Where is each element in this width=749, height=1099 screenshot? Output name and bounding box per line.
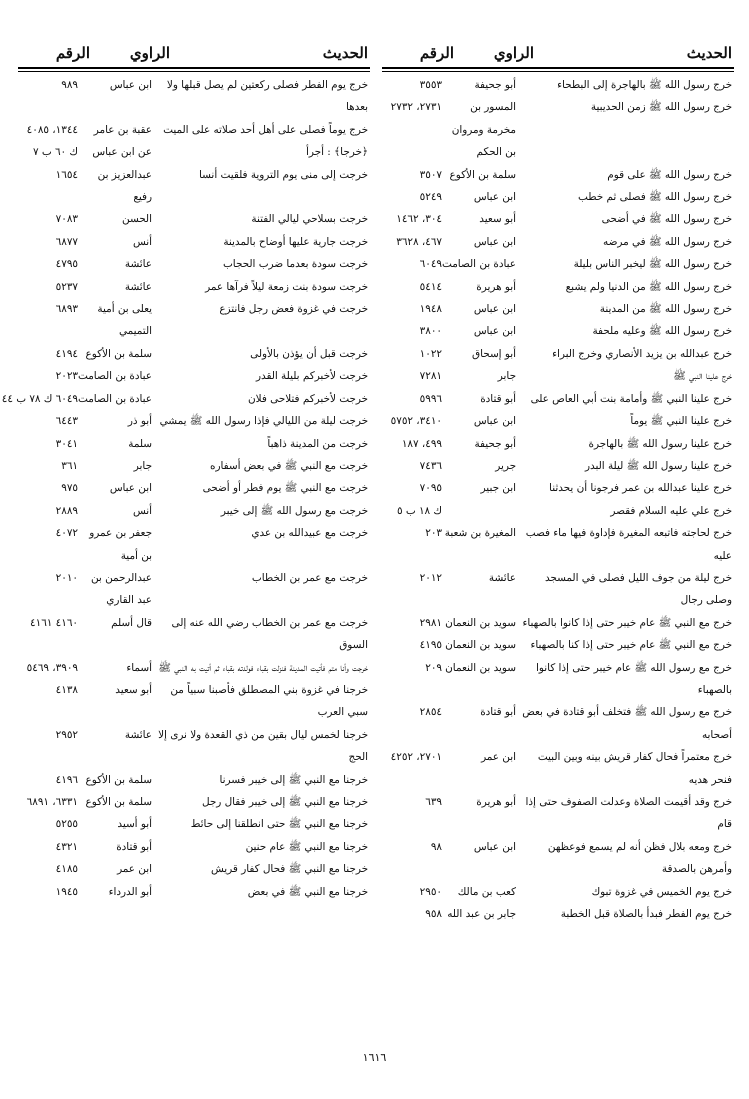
hadith-text: خرج علينا النبي ﷺ يوماً	[630, 415, 732, 428]
hadith-text: خرجت مع رسول الله ﷺ إلى خيبر	[220, 504, 368, 517]
narrator-name: ابن عباس	[109, 482, 152, 495]
narrator-header: الراوي	[129, 44, 170, 62]
hadith-number: ٤١٩٦	[55, 773, 78, 786]
narrator-name: عائشة	[124, 258, 152, 271]
index-entry	[382, 164, 734, 186]
narrator-name: أبو سعيد	[115, 683, 152, 696]
narrator-name: أبو قتادة	[480, 706, 516, 719]
hadith-number: ٢٧٣١، ٢٧٣٢	[390, 101, 442, 114]
index-entry	[18, 881, 370, 903]
hadith-number: ٩٨	[430, 840, 442, 853]
hadith-number: ٢٧٠١، ٤٢٥٢	[390, 751, 442, 764]
index-entry	[18, 231, 370, 253]
hadith-text: خرجنا مع النبي ﷺ إلى خيبر فقال رجل	[201, 796, 368, 808]
narrator-name: عائشة	[124, 280, 152, 293]
hadith-text: خرجت مع عمر بن الخطاب رضي الله عنه إلى السوق	[171, 616, 368, 652]
index-entry	[382, 791, 734, 836]
hadith-number: ٤٣٢١	[55, 840, 78, 853]
index-entry	[18, 208, 370, 230]
hadith-number: ٤١٨٥	[55, 863, 78, 876]
index-entry	[382, 612, 734, 634]
hadith-number: ٤١٦٠ ٤١٦١	[30, 616, 78, 629]
hadith-text: خرج رسول الله ﷺ على قوم	[607, 168, 732, 181]
hadith-number: ٤٦٧، ٣٦٢٨	[396, 235, 442, 248]
index-entry	[382, 276, 734, 298]
hadith-number: ٥٤١٤	[419, 280, 442, 293]
hadith-text: خرج رسول الله ﷺ وعليه ملحفة	[592, 325, 732, 338]
index-entry	[18, 477, 370, 499]
hadith-number: ٢٠٩	[425, 661, 442, 674]
hadith-text: خرج لحاجته فاتبعه المغيرة فإداوة فيها ماء فصب عليه	[525, 527, 732, 562]
narrator-name: جعفر بن عمرو بن أمية	[89, 527, 152, 562]
hadith-number: ٢٠٢٣	[55, 370, 78, 383]
right-column	[382, 40, 734, 925]
hadith-text: خرجت قبل أن يؤذن بالأولى	[250, 347, 368, 360]
index-entry	[18, 657, 370, 679]
hadith-number: ٧٠٨٣	[55, 213, 78, 226]
hadith-number: ٧٠٩٥	[419, 482, 442, 495]
hadith-text: خرجنا مع النبي ﷺ إلى خيبر فسرنا	[219, 773, 368, 786]
hadith-text: خرج مع رسول الله ﷺ فتخلف أبو قتادة في بعض أصحابه	[522, 706, 732, 741]
narrator-name: ابن عباس	[473, 191, 516, 204]
narrator-name: عن ابن عباس	[92, 146, 152, 159]
hadith-number: ٩٧٥	[61, 482, 78, 495]
left-column-entries	[1, 74, 370, 903]
hadith-text: خرج رسول الله ﷺ بالهاجرة إلى البطحاء	[557, 79, 732, 91]
number-header: الرقم	[55, 44, 90, 62]
index-entry	[18, 522, 370, 567]
hadith-text: خرج رسول الله ﷺ في أضحى	[601, 213, 732, 226]
index-entry	[382, 500, 734, 522]
index-entry	[18, 612, 370, 657]
narrator-name: المسور بن مخرمة ومروان بن الحكم	[451, 101, 516, 159]
narrator-name: أبو هريرة	[476, 796, 516, 808]
hadith-number: ٣٠٤، ١٤٦٢	[396, 213, 442, 226]
hadith-number: ٦٠٤٩ ك ٧٨ ب ٤٤	[1, 392, 78, 405]
narrator-name: عبدالرحمن بن عبد القاري	[90, 571, 152, 607]
hadith-number: ٢٠١٠	[55, 571, 78, 584]
page-number: ١٦١٦	[362, 1051, 387, 1064]
index-entry	[382, 96, 734, 163]
hadith-number: ١٠٢٢	[419, 347, 442, 360]
hadith-text: خرج رسول الله ﷺ من الدنيا ولم يشبع	[565, 280, 732, 293]
hadith-number: ٢٩٥٢	[55, 728, 78, 741]
hadith-text: خرجت في غزوة فعض رجل فانتزع	[219, 303, 368, 316]
index-entry	[382, 836, 734, 881]
hadith-text: خرج علينا رسول الله ﷺ بالهاجرة	[588, 437, 732, 450]
hadith-text: خرج مع رسول الله ﷺ عام خيبر حتى إذا كانوا بالصهباء	[535, 661, 732, 696]
narrator-header: الراوي	[493, 44, 534, 62]
index-entry	[18, 724, 370, 769]
index-entry	[382, 298, 734, 320]
narrator-name: ابن عباس	[473, 235, 516, 248]
hadith-text: خرجنا مع النبي ﷺ فحال كفار قريش	[211, 863, 368, 876]
hadith-number: ١٩٤٥	[55, 885, 78, 898]
narrator-name: يعلى بن أمية التميمي	[97, 303, 152, 338]
index-entry	[18, 141, 370, 163]
index-entry	[382, 634, 734, 656]
hadith-number: ٥٢٣٧	[55, 280, 78, 293]
right-column-entries	[382, 74, 734, 925]
index-entry	[382, 433, 734, 455]
hadith-text: خرج رسول الله ﷺ من المدينة	[599, 303, 732, 316]
narrator-name: ابن عباس	[473, 415, 516, 428]
narrator-name: أبو جحيفة	[474, 437, 516, 450]
narrator-name: جابر	[133, 459, 152, 472]
hadith-number: ٧٢٨١	[419, 370, 442, 383]
left-column	[1, 40, 370, 903]
hadith-number: ٦٣٣١، ٦٨٩١	[26, 796, 78, 808]
narrator-name: أبو ذر	[127, 415, 152, 428]
hadith-text: خرجنا مع النبي ﷺ في بعض	[247, 885, 368, 898]
index-entry	[382, 701, 734, 746]
hadith-text: خرج علينا عبدالله بن عمر فرجونا أن يحدثنا	[549, 482, 732, 495]
narrator-name: جرير	[495, 459, 516, 472]
hadith-number: ٥٩٩٦	[419, 392, 442, 405]
narrator-name: عبادة بن الصامت	[78, 370, 152, 383]
hadith-text: خرج يوماً فصلى على أهل أحد صلاته على الميت	[163, 123, 368, 136]
index-entry	[18, 836, 370, 858]
header-rule	[18, 67, 370, 69]
narrator-name: سلمة بن الأكوع	[85, 347, 152, 360]
hadith-number: ٦٨٧٧	[55, 235, 78, 248]
narrator-name: ابن عمر	[117, 863, 152, 876]
hadith-number: ٣٩٠٩، ٥٤٦٩	[26, 661, 78, 674]
hadith-text: خرجت إلى منى يوم التروية فلقيت أنسا	[199, 168, 368, 181]
hadith-number: ٦٣٩	[425, 796, 442, 808]
hadith-text: خرج ليلة من جوف الليل فصلى في المسجد وصلى رجال	[544, 571, 732, 607]
header-rule	[382, 67, 734, 69]
narrator-name: أنس	[132, 504, 152, 517]
index-entry	[382, 410, 734, 432]
narrator-name: أنس	[132, 235, 152, 248]
narrator-name: سلمة بن الأكوع	[449, 168, 516, 181]
hadith-number: ٢٩٥٠	[419, 885, 442, 898]
hadith-text: خرجت ليلة من الليالي فإذا رسول الله ﷺ يمشي	[159, 415, 368, 428]
hadith-text: خرجت سودة بنت زمعة ليلاً فرآها عمر	[205, 280, 368, 293]
index-entry	[18, 276, 370, 298]
left-column-header	[18, 40, 370, 74]
narrator-name: أبو قتادة	[116, 840, 152, 853]
narrator-name: سلمة بن الأكوع	[85, 796, 152, 808]
hadith-number: ١٦٥٤	[55, 168, 78, 181]
hadith-number: ك ١٨ ب ٥	[396, 504, 442, 517]
index-entry	[382, 231, 734, 253]
hadith-number: ٩٥٨	[425, 908, 442, 921]
hadith-number: ٢٠٣	[425, 527, 442, 540]
narrator-name: عائشة	[488, 571, 516, 584]
hadith-header: الحديث	[686, 44, 732, 62]
narrator-name: سويد بن النعمان	[445, 616, 516, 629]
hadith-text: خرجنا لخمس ليال بقين من ذي القعدة ولا نرى إلا الحج	[158, 728, 368, 764]
hadith-number: ٣٤١٠، ٥٧٥٢	[390, 415, 442, 428]
narrator-name: أبو إسحاق	[472, 347, 516, 360]
narrator-name: عائشة	[124, 728, 152, 741]
narrator-name: أبو سعيد	[479, 213, 516, 226]
hadith-number: ١٩٤٨	[419, 303, 442, 316]
hadith-text: خرجنا مع النبي ﷺ حتى انطلقنا إلى حائط	[190, 818, 368, 831]
hadith-text: خرجت جارية عليها أوضاح بالمدينة	[223, 235, 368, 248]
narrator-name: سويد بن النعمان	[445, 639, 516, 652]
narrator-name: عبادة بن الصامت	[442, 258, 516, 271]
hadith-number: ٣٥٠٧	[419, 168, 442, 181]
narrator-name: الحسن	[122, 213, 152, 226]
index-entry	[382, 388, 734, 410]
index-entry	[1, 388, 370, 410]
hadith-number: ٥٢٤٩	[419, 191, 442, 204]
hadith-text: خرج رسول الله ﷺ فصلى ثم خطب	[578, 191, 732, 204]
index-entry	[382, 365, 734, 387]
hadith-number: ٩٨٩	[61, 79, 78, 91]
narrator-name: سلمة بن الأكوع	[85, 773, 152, 786]
narrator-name: عبدالعزيز بن رفيع	[97, 168, 152, 204]
right-column-header	[382, 40, 734, 74]
index-entry	[382, 343, 734, 365]
hadith-number: ٢٠١٢	[419, 571, 442, 584]
index-entry	[18, 410, 370, 432]
hadith-number: ٧٤٣٦	[419, 459, 442, 472]
hadith-text: خرجت من المدينة ذاهباً	[267, 437, 368, 450]
hadith-text: خرجت مع عمر بن الخطاب	[251, 571, 368, 584]
index-entry	[18, 164, 370, 209]
index-entry	[382, 903, 734, 925]
index-entry	[382, 881, 734, 903]
hadith-number: ٤٧٩٥	[55, 258, 78, 271]
hadith-number: ٦٨٩٣	[55, 303, 78, 316]
narrator-name: المغيرة بن شعبة	[444, 527, 516, 540]
index-entry	[18, 455, 370, 477]
hadith-text: خرج علينا النبي ﷺ وأمامة بنت أبي العاص على	[530, 392, 732, 405]
narrator-name: قال أسلم	[111, 616, 152, 629]
index-entry	[18, 253, 370, 275]
hadith-text: خرج رسول الله ﷺ في مرضه	[603, 235, 732, 248]
hadith-number: ٤٠٧٢	[55, 527, 78, 540]
hadith-text: خرج علي عليه السلام فقصر	[610, 504, 732, 517]
hadith-text: خرج معتمراً فحال كفار قريش بينه وبين البيت فنحر هديه	[537, 751, 732, 786]
index-entry	[382, 320, 734, 342]
hadith-number: ٢٨٥٤	[419, 706, 442, 719]
index-entry	[382, 455, 734, 477]
narrator-name: ابن عباس	[473, 303, 516, 316]
narrator-name: عقبة بن عامر	[93, 123, 152, 136]
hadith-text: خرج مع النبي ﷺ عام خيبر حتى إذا كانوا بالصهباء	[522, 616, 732, 629]
hadith-number: ٣٠٤١	[55, 437, 78, 450]
hadith-text: خرج رسول الله ﷺ ليخبر الناس بليلة	[573, 258, 732, 271]
hadith-number: ٣٨٠٠	[419, 325, 442, 338]
narrator-name: ابن عباس	[473, 840, 516, 853]
index-entry	[382, 477, 734, 499]
index-entry	[382, 74, 734, 96]
hadith-text: خرجت بسلاحي ليالي الفتنة	[251, 213, 368, 226]
hadith-text: خرجنا في غزوة بني المصطلق فأصبنا سبياً من سبي العرب	[170, 683, 368, 719]
hadith-text: خرج وقد أقيمت الصلاة وعدلت الصفوف حتى إذا قام	[525, 796, 732, 831]
narrator-name: أبو جحيفة	[474, 79, 516, 91]
index-entry	[18, 298, 370, 343]
number-header: الرقم	[419, 44, 454, 62]
hadith-number: ٢٨٨٩	[55, 504, 78, 517]
narrator-name: كعب بن مالك	[457, 885, 516, 898]
hadith-text: خرجت مع عبيدالله بن عدي	[251, 527, 368, 540]
narrator-name: أبو الدرداء	[108, 885, 152, 898]
hadith-number: ٤٩٩، ١٨٧	[401, 437, 442, 450]
hadith-number: ٥٢٥٥	[55, 818, 78, 831]
narrator-name: ابن عباس	[109, 79, 152, 91]
hadith-text: خرج يوم الفطر فصلى ركعتين لم يصل قبلها ولا بعدها	[166, 79, 368, 114]
index-entry	[18, 791, 370, 813]
hadith-text: خرج يوم الفطر فبدأ بالصلاة قبل الخطبة	[560, 908, 732, 921]
hadith-text: خرج عبدالله بن يزيد الأنصاري وخرج البراء	[552, 347, 732, 360]
hadith-number: ١٣٤٤، ٤٠٨٥	[26, 123, 78, 136]
index-entry	[18, 433, 370, 455]
narrator-name: سلمة	[128, 437, 152, 450]
hadith-text: خرج يوم الخميس في غزوة تبوك	[591, 885, 732, 898]
narrator-name: أبو هريرة	[476, 280, 516, 293]
index-entry	[18, 769, 370, 791]
hadith-number: ك ٦٠ ب ٧	[32, 146, 78, 159]
hadith-text: خرجنا مع النبي ﷺ عام حنين	[245, 840, 368, 853]
narrator-name: أسماء	[126, 661, 152, 674]
index-entry	[18, 679, 370, 724]
hadith-number: ٦٤٤٣	[55, 415, 78, 428]
index-entry	[382, 522, 734, 567]
index-entry	[18, 858, 370, 880]
index-entry	[382, 657, 734, 702]
hadith-text: خرج علينا رسول الله ﷺ ليلة البدر	[585, 459, 732, 472]
hadith-number: ٣٥٥٣	[419, 79, 442, 91]
narrator-name: أبو قتادة	[480, 392, 516, 405]
index-entry	[18, 74, 370, 119]
hadith-text: خرجت لأخبركم فتلاحى فلان	[248, 392, 368, 405]
hadith-text: ﴿خرجا﴾ : أجرأ	[306, 146, 368, 159]
hadith-text: خرج مع النبي ﷺ عام خيبر حتى إذا كنا بالصهباء	[530, 639, 732, 652]
index-entry	[18, 567, 370, 612]
index-entry	[382, 746, 734, 791]
index-entry	[382, 208, 734, 230]
hadith-number: ٤١٣٨	[55, 683, 78, 696]
hadith-text: خرجت لأخبركم بليلة القدر	[255, 370, 368, 383]
hadith-number: ٢٩٨١	[419, 616, 442, 629]
index-entry	[382, 567, 734, 612]
hadith-text: خرجت سودة بعدما ضرب الحجاب	[223, 258, 368, 271]
hadith-text: خرجت وأنا متم فأتيت المدينة فنزلت بقباء فولدته بقباء ثم أتيت به النبي ﷺ	[158, 661, 368, 674]
index-entry	[18, 365, 370, 387]
hadith-number: ٤١٩٥	[419, 639, 442, 652]
hadith-number: ٦٠٤٩	[419, 258, 442, 271]
index-entry	[18, 343, 370, 365]
index-entry	[382, 186, 734, 208]
hadith-number: ٣٦١	[61, 459, 78, 472]
hadith-text: خرج ومعه بلال فظن أنه لم يسمع فوعظهن وأمرهن بالصدقة	[547, 840, 732, 876]
narrator-name: ابن جبير	[480, 482, 516, 495]
narrator-name: ابن عباس	[473, 325, 516, 338]
narrator-name: جابر بن عبد الله	[447, 908, 516, 921]
hadith-text: خرج علينا النبي ﷺ	[673, 370, 732, 383]
narrator-name: ابن عمر	[481, 751, 516, 764]
index-entry	[18, 119, 370, 141]
narrator-name: عبادة بن الصامت	[78, 392, 152, 405]
index-entry	[382, 253, 734, 275]
hadith-text: خرج رسول الله ﷺ زمن الحديبية	[590, 101, 732, 114]
index-entry	[18, 813, 370, 835]
hadith-header: الحديث	[322, 44, 368, 62]
narrator-name: أبو أسيد	[117, 818, 152, 831]
hadith-text: خرجت مع النبي ﷺ يوم فطر أو أضحى	[202, 482, 368, 495]
narrator-name: جابر	[497, 370, 516, 383]
hadith-number: ٤١٩٤	[55, 347, 78, 360]
hadith-text: خرجت مع النبي ﷺ في بعض أسفاره	[210, 459, 368, 472]
index-entry	[18, 500, 370, 522]
narrator-name: سويد بن النعمان	[445, 661, 516, 674]
